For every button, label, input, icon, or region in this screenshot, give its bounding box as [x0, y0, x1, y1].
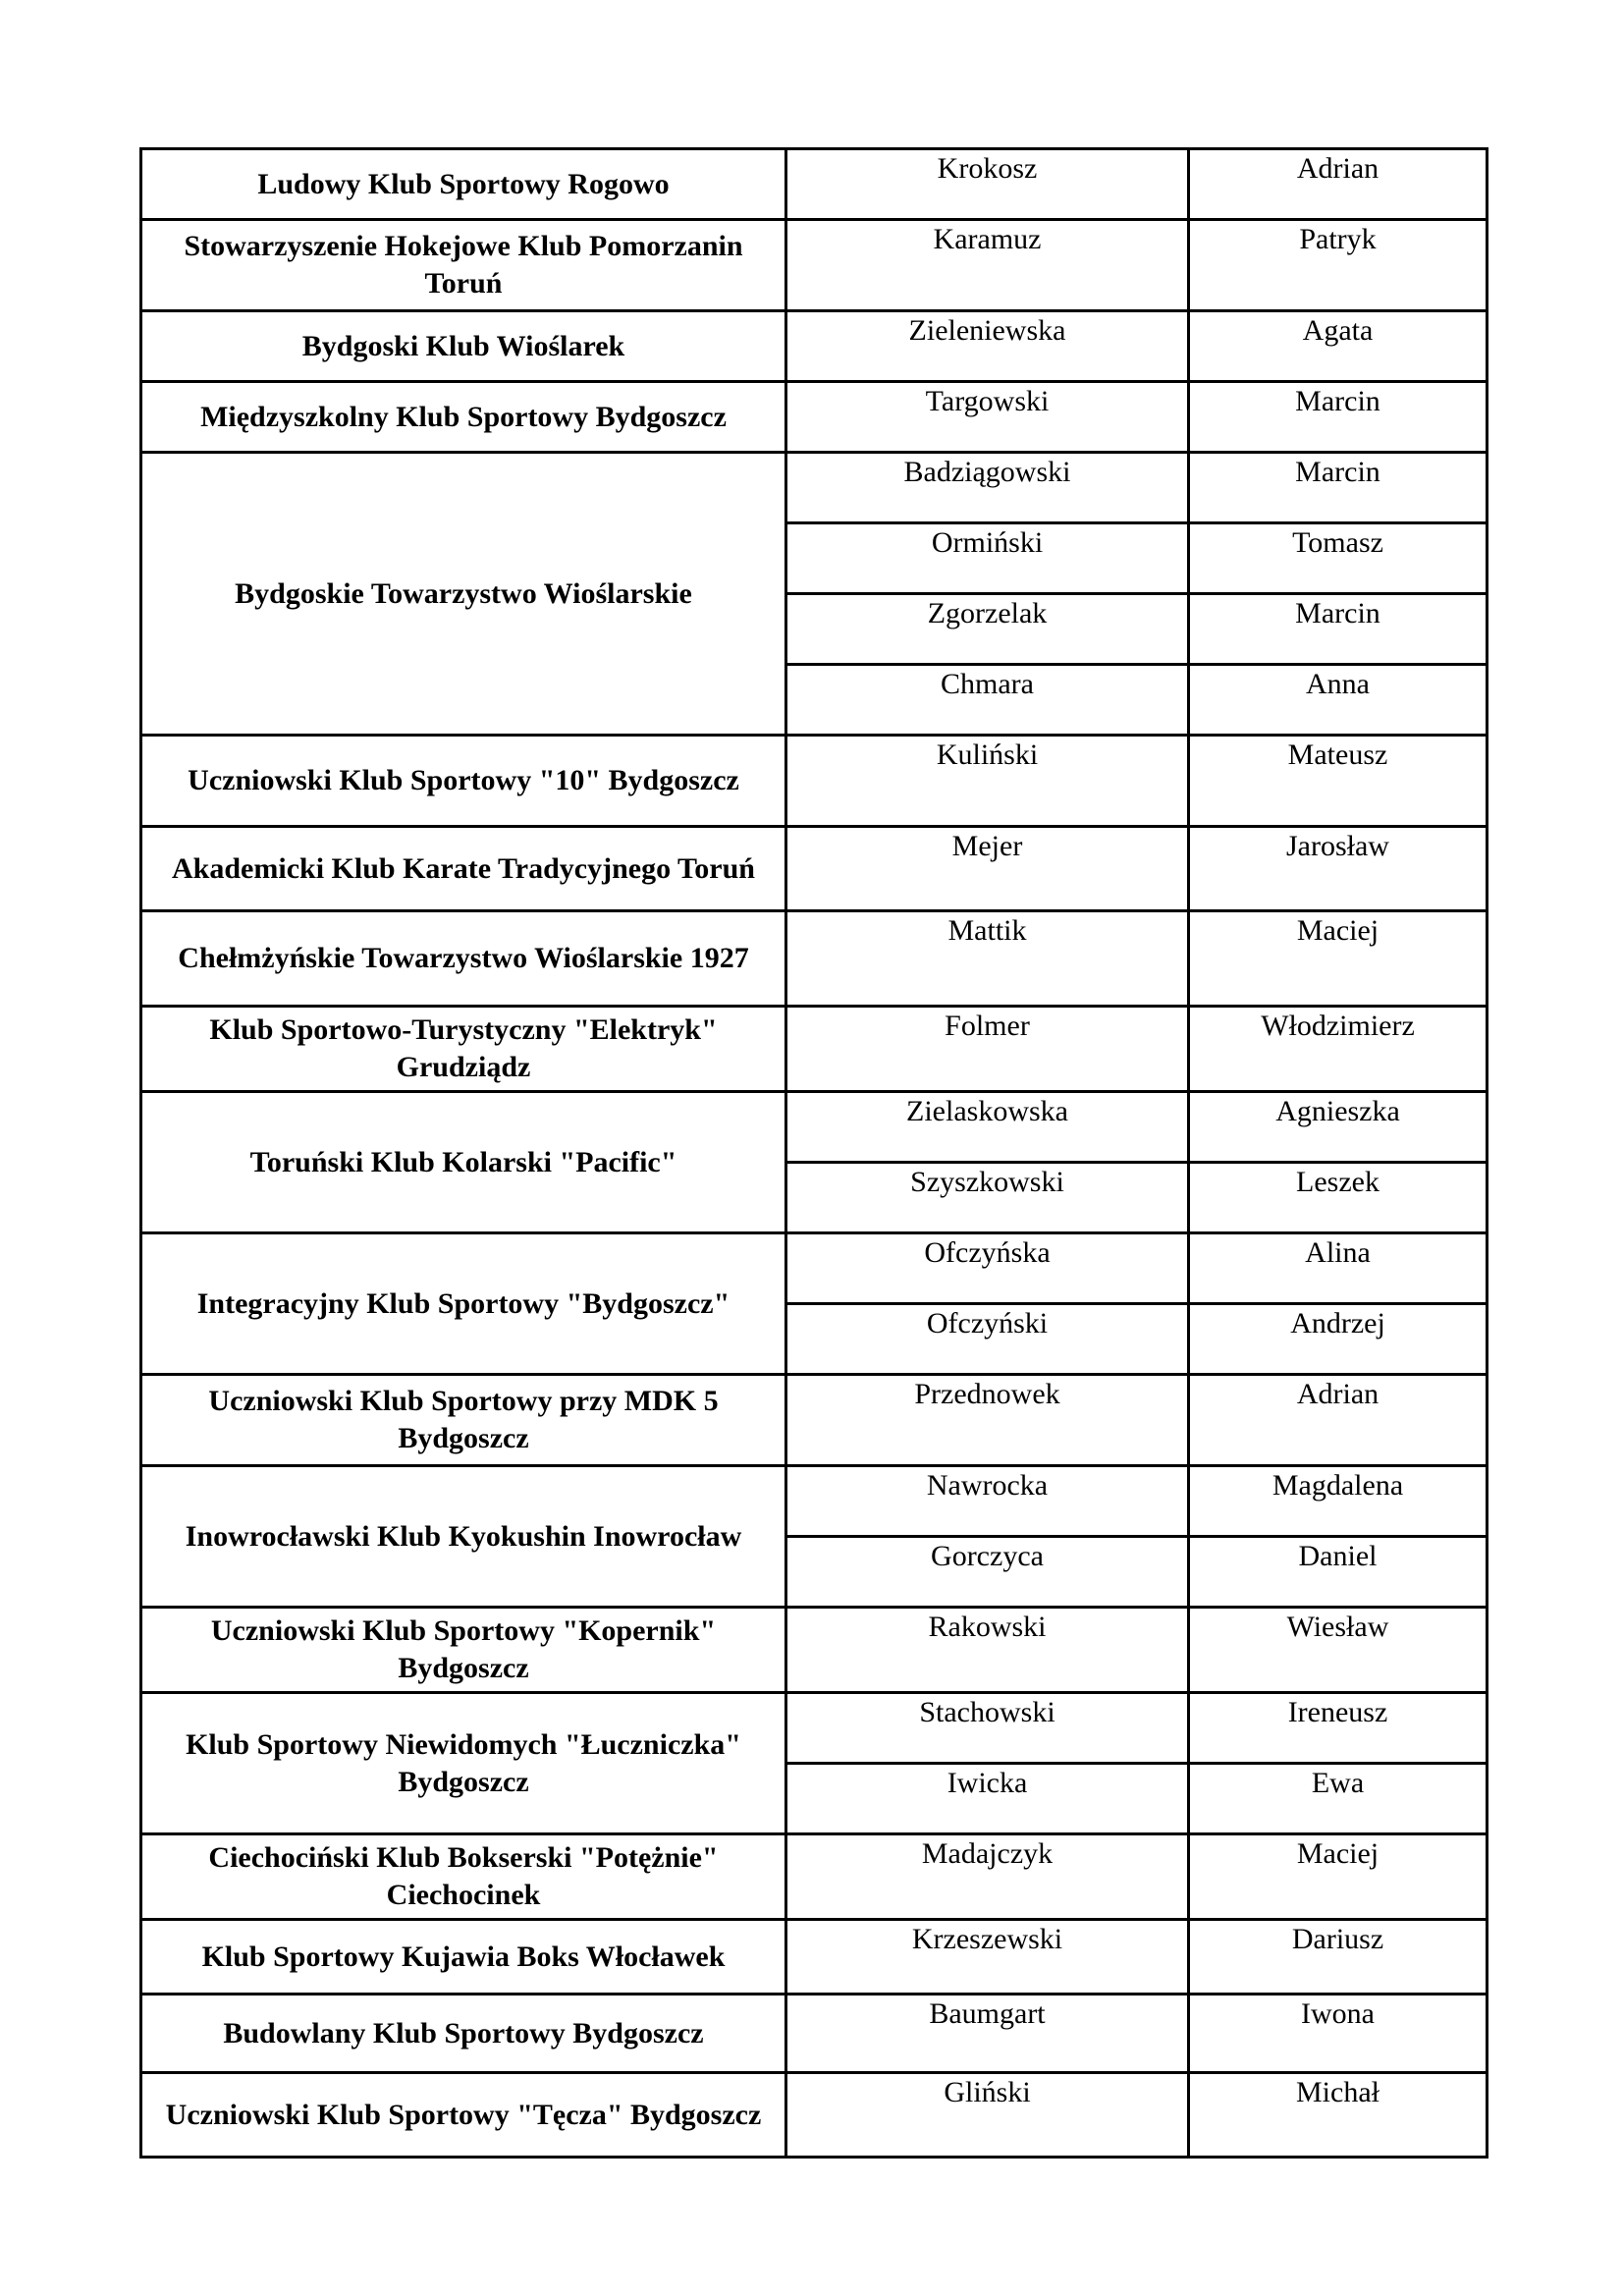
first-name-cell: Adrian — [1189, 1375, 1488, 1466]
club-name-cell: Stowarzyszenie Hokejowe Klub Pomorzanin Toruń — [141, 220, 786, 311]
club-name-cell: Inowrocławski Klub Kyokushin Inowrocław — [141, 1466, 786, 1608]
table-row — [141, 1466, 1488, 1537]
first-name-cell: Maciej — [1189, 911, 1488, 1007]
club-name-cell: Chełmżyńskie Towarzystwo Wioślarskie 1927 — [141, 911, 786, 1007]
surname-cell: Mejer — [786, 827, 1189, 911]
first-name-cell: Marcin — [1189, 594, 1488, 665]
table-row — [141, 736, 1488, 827]
surname-cell: Karamuz — [786, 220, 1189, 311]
club-name-cell: Klub Sportowy Niewidomych "Łuczniczka" Bydgoszcz — [141, 1693, 786, 1834]
table-row — [141, 1995, 1488, 2073]
first-name-cell: Magdalena — [1189, 1466, 1488, 1537]
table-body — [141, 149, 1488, 2158]
club-name-cell: Bydgoski Klub Wioślarek — [141, 311, 786, 382]
surname-cell: Zieleniewska — [786, 311, 1189, 382]
table-row — [141, 220, 1488, 311]
first-name-cell: Michał — [1189, 2073, 1488, 2158]
club-name-cell: Ludowy Klub Sportowy Rogowo — [141, 149, 786, 220]
first-name-cell: Agata — [1189, 311, 1488, 382]
table-row — [141, 1375, 1488, 1466]
table-row — [141, 1693, 1488, 1764]
club-name-cell: Bydgoskie Towarzystwo Wioślarskie — [141, 453, 786, 736]
club-name-cell: Międzyszkolny Klub Sportowy Bydgoszcz — [141, 382, 786, 453]
surname-cell: Krzeszewski — [786, 1920, 1189, 1995]
club-members-table — [139, 147, 1488, 2159]
first-name-cell: Tomasz — [1189, 523, 1488, 594]
club-name-cell: Budowlany Klub Sportowy Bydgoszcz — [141, 1995, 786, 2073]
first-name-cell: Adrian — [1189, 149, 1488, 220]
table-row — [141, 827, 1488, 911]
surname-cell: Zgorzelak — [786, 594, 1189, 665]
club-name-cell: Klub Sportowo-Turystyczny "Elektryk" Grudziądz — [141, 1007, 786, 1092]
table-row — [141, 1233, 1488, 1304]
surname-cell: Badziągowski — [786, 453, 1189, 523]
surname-cell: Gorczyca — [786, 1537, 1189, 1608]
club-name-cell: Toruński Klub Kolarski "Pacific" — [141, 1092, 786, 1233]
surname-cell: Kuliński — [786, 736, 1189, 827]
surname-cell: Krokosz — [786, 149, 1189, 220]
table-row — [141, 1007, 1488, 1092]
first-name-cell: Ireneusz — [1189, 1693, 1488, 1764]
first-name-cell: Alina — [1189, 1233, 1488, 1304]
surname-cell: Rakowski — [786, 1608, 1189, 1693]
table-row — [141, 1092, 1488, 1163]
table-row — [141, 382, 1488, 453]
first-name-cell: Iwona — [1189, 1995, 1488, 2073]
first-name-cell: Wiesław — [1189, 1608, 1488, 1693]
surname-cell: Stachowski — [786, 1693, 1189, 1764]
table-row — [141, 149, 1488, 220]
club-name-cell: Ciechociński Klub Bokserski "Potężnie" Ciechocinek — [141, 1834, 786, 1920]
surname-cell: Szyszkowski — [786, 1163, 1189, 1233]
club-name-cell: Uczniowski Klub Sportowy "Kopernik" Bydgoszcz — [141, 1608, 786, 1693]
first-name-cell: Dariusz — [1189, 1920, 1488, 1995]
surname-cell: Targowski — [786, 382, 1189, 453]
surname-cell: Ormiński — [786, 523, 1189, 594]
club-name-cell: Uczniowski Klub Sportowy przy MDK 5 Bydgoszcz — [141, 1375, 786, 1466]
table-row — [141, 1920, 1488, 1995]
first-name-cell: Andrzej — [1189, 1304, 1488, 1375]
club-name-cell: Klub Sportowy Kujawia Boks Włocławek — [141, 1920, 786, 1995]
table-row — [141, 453, 1488, 523]
first-name-cell: Marcin — [1189, 382, 1488, 453]
surname-cell: Ofczyńska — [786, 1233, 1189, 1304]
first-name-cell: Jarosław — [1189, 827, 1488, 911]
surname-cell: Folmer — [786, 1007, 1189, 1092]
first-name-cell: Agnieszka — [1189, 1092, 1488, 1163]
table-row — [141, 1834, 1488, 1920]
table-row — [141, 2073, 1488, 2158]
table-row — [141, 311, 1488, 382]
club-name-cell: Uczniowski Klub Sportowy "10" Bydgoszcz — [141, 736, 786, 827]
surname-cell: Przednowek — [786, 1375, 1189, 1466]
first-name-cell: Patryk — [1189, 220, 1488, 311]
club-name-cell: Uczniowski Klub Sportowy "Tęcza" Bydgoszcz — [141, 2073, 786, 2158]
first-name-cell: Leszek — [1189, 1163, 1488, 1233]
club-name-cell: Akademicki Klub Karate Tradycyjnego Toruń — [141, 827, 786, 911]
table-row — [141, 911, 1488, 1007]
first-name-cell: Daniel — [1189, 1537, 1488, 1608]
table-row — [141, 1608, 1488, 1693]
surname-cell: Baumgart — [786, 1995, 1189, 2073]
first-name-cell: Włodzimierz — [1189, 1007, 1488, 1092]
surname-cell: Gliński — [786, 2073, 1189, 2158]
first-name-cell: Mateusz — [1189, 736, 1488, 827]
first-name-cell: Anna — [1189, 665, 1488, 736]
surname-cell: Nawrocka — [786, 1466, 1189, 1537]
surname-cell: Ofczyński — [786, 1304, 1189, 1375]
surname-cell: Zielaskowska — [786, 1092, 1189, 1163]
surname-cell: Chmara — [786, 665, 1189, 736]
surname-cell: Iwicka — [786, 1764, 1189, 1834]
first-name-cell: Ewa — [1189, 1764, 1488, 1834]
first-name-cell: Marcin — [1189, 453, 1488, 523]
surname-cell: Mattik — [786, 911, 1189, 1007]
surname-cell: Madajczyk — [786, 1834, 1189, 1920]
club-name-cell: Integracyjny Klub Sportowy "Bydgoszcz" — [141, 1233, 786, 1375]
first-name-cell: Maciej — [1189, 1834, 1488, 1920]
